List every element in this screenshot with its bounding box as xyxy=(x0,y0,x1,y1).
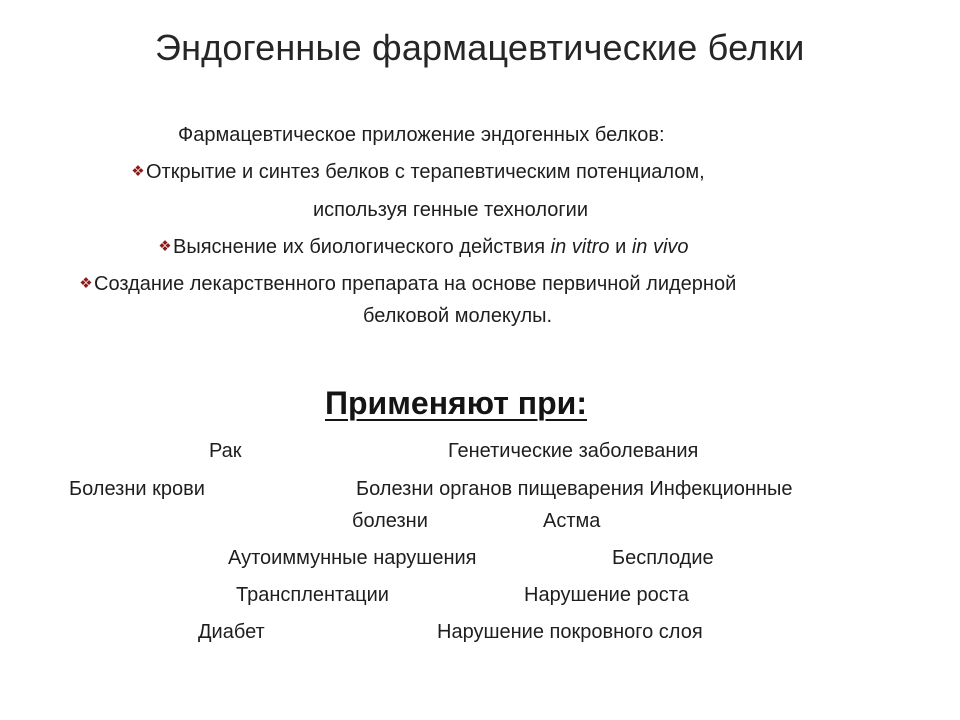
condition-skin: Нарушение покровного слоя xyxy=(437,621,703,643)
condition-genetic: Генетические заболевания xyxy=(448,440,699,462)
condition-blood: Болезни крови xyxy=(69,478,205,500)
condition-digestive: Болезни органов пищеварения Инфекционные xyxy=(356,478,793,500)
bullet-item-drug-continued: белковой молекулы. xyxy=(363,305,553,327)
bullet-text: Открытие и синтез белков с терапевтическим потенциалом, xyxy=(146,161,705,183)
diamond-bullet-icon: ❖ xyxy=(158,238,172,255)
condition-transplant: Трансплентации xyxy=(236,584,389,606)
condition-infertility: Бесплодие xyxy=(612,547,714,569)
bullet-item-drug xyxy=(79,272,736,298)
applied-heading: Применяют при: xyxy=(325,385,587,421)
condition-cancer: Рак xyxy=(209,440,242,462)
italic-term: in vitro xyxy=(550,236,610,258)
condition-diabetes: Диабет xyxy=(198,621,265,643)
conjunction: и xyxy=(609,236,632,258)
diamond-bullet-icon: ❖ xyxy=(79,275,93,292)
condition-infectious-continued: болезни xyxy=(352,510,428,532)
intro-text: Фармацевтическое приложение эндогенных белков: xyxy=(178,124,665,146)
diamond-bullet-icon: ❖ xyxy=(131,163,145,180)
italic-term: in vivo xyxy=(631,236,689,258)
condition-growth: Нарушение роста xyxy=(524,584,689,606)
condition-asthma: Астма xyxy=(543,510,601,532)
bullet-item-discovery xyxy=(131,160,705,186)
bullet-text: Выяснение их биологического действия xyxy=(173,236,551,258)
bullet-item-action xyxy=(158,235,689,261)
bullet-text: Создание лекарственного препарата на основе первичной лидерной xyxy=(94,273,737,295)
bullet-item-discovery-continued: используя генные технологии xyxy=(313,199,589,221)
condition-autoimmune: Аутоиммунные нарушения xyxy=(228,547,477,569)
slide-title: Эндогенные фармацевтические белки xyxy=(155,27,805,68)
